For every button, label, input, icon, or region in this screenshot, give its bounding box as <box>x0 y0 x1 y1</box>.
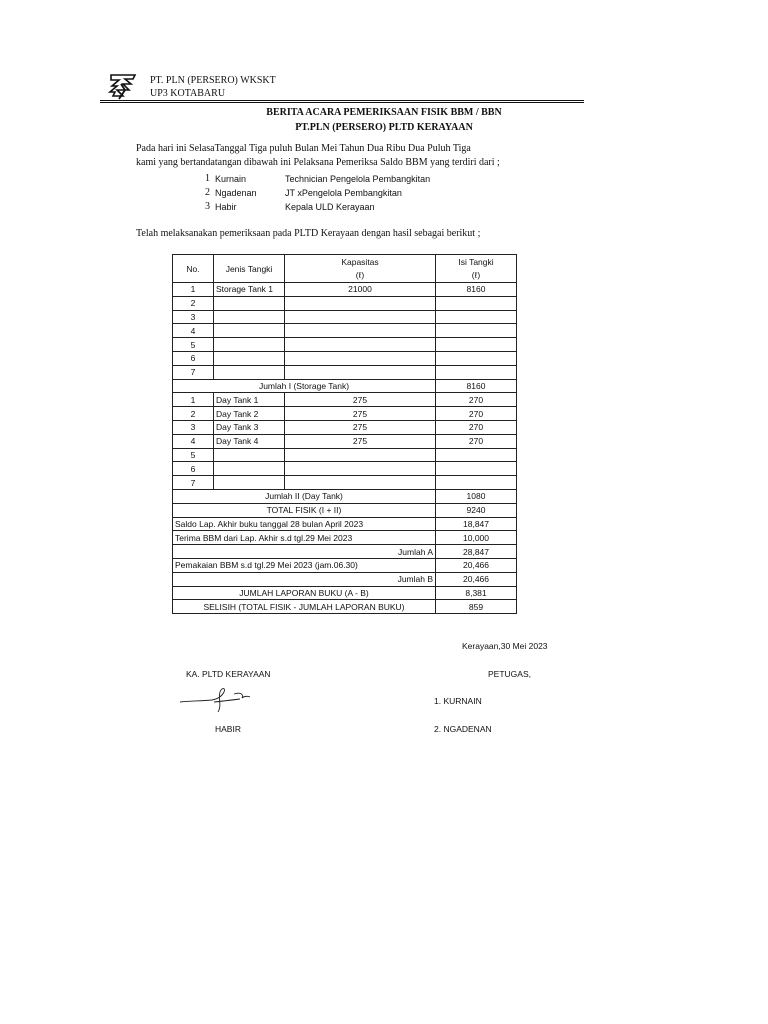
selisih-value: 859 <box>436 600 517 614</box>
cell-kapasitas <box>285 310 436 324</box>
member-number: 3 <box>205 201 210 212</box>
table-header-row <box>173 255 517 283</box>
summary-row <box>173 558 517 572</box>
table-row <box>173 448 517 462</box>
member-role: Kepala ULD Kerayaan <box>285 202 375 212</box>
cell-no: 5 <box>173 338 214 352</box>
header-jenis: Jenis Tangki <box>214 255 285 283</box>
cell-no: 2 <box>173 407 214 421</box>
cell-isi <box>436 476 517 490</box>
table-row <box>173 351 517 365</box>
intro-line-1: Pada hari ini SelasaTanggal Tiga puluh Bulan Mei Tahun Dua Ribu Dua Puluh Tiga <box>136 143 471 154</box>
cell-jenis: Day Tank 2 <box>214 407 285 421</box>
cell-isi: 270 <box>436 393 517 407</box>
cell-jenis <box>214 365 285 379</box>
cell-jenis <box>214 448 285 462</box>
cell-kapasitas: 275 <box>285 407 436 421</box>
total-row <box>173 503 517 517</box>
table-row <box>173 476 517 490</box>
jumlah-a-label: Jumlah A <box>173 545 436 559</box>
petugas-2: 2. NGADENAN <box>434 724 492 734</box>
cell-no: 7 <box>173 476 214 490</box>
cell-kapasitas <box>285 338 436 352</box>
member-name: Habir <box>215 202 237 212</box>
summary-row <box>173 600 517 614</box>
subtotal-row <box>173 379 517 393</box>
subtotal-row <box>173 489 517 503</box>
jumlah-2-value: 1080 <box>436 489 517 503</box>
summary-row <box>173 572 517 586</box>
table-row <box>173 324 517 338</box>
cell-isi <box>436 296 517 310</box>
header-divider-thin <box>100 102 584 103</box>
cell-jenis <box>214 296 285 310</box>
cell-isi <box>436 462 517 476</box>
cell-jenis: Day Tank 3 <box>214 420 285 434</box>
member-role: JT xPengelola Pembangkitan <box>285 188 402 198</box>
place-date: Kerayaan,30 Mei 2023 <box>462 641 548 651</box>
cell-no: 3 <box>173 420 214 434</box>
pemakaian-label: Pemakaian BBM s.d tgl.29 Mei 2023 (jam.06.30) <box>173 558 436 572</box>
cell-kapasitas: 275 <box>285 393 436 407</box>
table-row <box>173 283 517 297</box>
pln-logo-icon <box>107 72 139 102</box>
header-isi-label: Isi Tangki <box>458 256 494 267</box>
document-subtitle: PT.PLN (PERSERO) PLTD KERAYAAN <box>295 122 473 133</box>
table-row <box>173 365 517 379</box>
cell-isi: 270 <box>436 420 517 434</box>
cell-kapasitas <box>285 324 436 338</box>
summary-row <box>173 545 517 559</box>
terima-value: 10,000 <box>436 531 517 545</box>
table-row <box>173 420 517 434</box>
cell-kapasitas: 275 <box>285 434 436 448</box>
table-row <box>173 462 517 476</box>
table-row <box>173 393 517 407</box>
total-fisik-value: 9240 <box>436 503 517 517</box>
jumlah-a-value: 28,847 <box>436 545 517 559</box>
header-isi <box>436 255 517 283</box>
table-row <box>173 296 517 310</box>
cell-jenis <box>214 324 285 338</box>
petugas-1: 1. KURNAIN <box>434 696 482 706</box>
left-signatory-name: HABIR <box>215 724 241 734</box>
jumlah-laporan-label: JUMLAH LAPORAN BUKU (A - B) <box>173 586 436 600</box>
cell-isi <box>436 351 517 365</box>
header-divider <box>100 100 584 101</box>
terima-label: Terima BBM dari Lap. Akhir s.d tgl.29 Mei 2023 <box>173 531 436 545</box>
cell-isi <box>436 365 517 379</box>
cell-no: 6 <box>173 351 214 365</box>
jumlah-2-label: Jumlah II (Day Tank) <box>173 489 436 503</box>
cell-no: 2 <box>173 296 214 310</box>
right-signatory-title: PETUGAS, <box>488 669 531 679</box>
table-row <box>173 407 517 421</box>
header-kapasitas-unit: (ℓ) <box>355 269 365 280</box>
jumlah-1-label: Jumlah I (Storage Tank) <box>173 379 436 393</box>
cell-isi <box>436 448 517 462</box>
member-name: Kurnain <box>215 174 247 184</box>
summary-row <box>173 586 517 600</box>
summary-row <box>173 531 517 545</box>
cell-isi <box>436 338 517 352</box>
cell-jenis <box>214 476 285 490</box>
company-unit: UP3 KOTABARU <box>150 88 226 99</box>
cell-isi: 270 <box>436 434 517 448</box>
cell-kapasitas <box>285 365 436 379</box>
left-signatory-title: KA. PLTD KERAYAAN <box>186 669 271 679</box>
cell-kapasitas: 275 <box>285 420 436 434</box>
member-number: 1 <box>205 173 210 184</box>
total-fisik-label: TOTAL FISIK (I + II) <box>173 503 436 517</box>
signature-image <box>178 684 268 714</box>
intro-line-2: kami yang bertandatangan dibawah ini Pelaksana Pemeriksa Saldo BBM yang terdiri dari ; <box>136 157 500 168</box>
cell-no: 4 <box>173 324 214 338</box>
jumlah-1-value: 8160 <box>436 379 517 393</box>
cell-kapasitas <box>285 476 436 490</box>
cell-jenis: Day Tank 4 <box>214 434 285 448</box>
cell-isi <box>436 310 517 324</box>
selisih-label: SELISIH (TOTAL FISIK - JUMLAH LAPORAN BUKU) <box>173 600 436 614</box>
cell-kapasitas: 21000 <box>285 283 436 297</box>
document-title: BERITA ACARA PEMERIKSAAN FISIK BBM / BBN <box>266 107 502 118</box>
cell-jenis: Day Tank 1 <box>214 393 285 407</box>
pemakaian-value: 20,466 <box>436 558 517 572</box>
cell-jenis <box>214 310 285 324</box>
cell-isi <box>436 324 517 338</box>
cell-kapasitas <box>285 296 436 310</box>
summary-row <box>173 517 517 531</box>
jumlah-b-value: 20,466 <box>436 572 517 586</box>
cell-no: 7 <box>173 365 214 379</box>
cell-no: 6 <box>173 462 214 476</box>
cell-kapasitas <box>285 351 436 365</box>
member-number: 2 <box>205 187 210 198</box>
member-role: Technician Pengelola Pembangkitan <box>285 174 431 184</box>
jumlah-laporan-value: 8,381 <box>436 586 517 600</box>
cell-kapasitas <box>285 462 436 476</box>
cell-jenis <box>214 351 285 365</box>
bbm-inspection-table <box>172 254 517 614</box>
cell-isi: 270 <box>436 407 517 421</box>
cell-no: 3 <box>173 310 214 324</box>
cell-no: 1 <box>173 283 214 297</box>
header-no: No. <box>173 255 214 283</box>
cell-jenis <box>214 338 285 352</box>
table-row <box>173 434 517 448</box>
cell-jenis <box>214 462 285 476</box>
header-kapasitas <box>285 255 436 283</box>
table-row <box>173 338 517 352</box>
header-isi-unit: (ℓ) <box>471 269 481 280</box>
company-name: PT. PLN (PERSERO) WKSKT <box>150 75 276 86</box>
cell-isi: 8160 <box>436 283 517 297</box>
member-name: Ngadenan <box>215 188 257 198</box>
table-row <box>173 310 517 324</box>
cell-no: 1 <box>173 393 214 407</box>
header-kapasitas-label: Kapasitas <box>341 256 379 267</box>
jumlah-b-label: Jumlah B <box>173 572 436 586</box>
cell-kapasitas <box>285 448 436 462</box>
saldo-label: Saldo Lap. Akhir buku tanggal 28 bulan April 2023 <box>173 517 436 531</box>
result-intro: Telah melaksanakan pemeriksaan pada PLTD Kerayaan dengan hasil sebagai berikut ; <box>136 228 481 239</box>
cell-jenis: Storage Tank 1 <box>214 283 285 297</box>
saldo-value: 18,847 <box>436 517 517 531</box>
cell-no: 5 <box>173 448 214 462</box>
cell-no: 4 <box>173 434 214 448</box>
